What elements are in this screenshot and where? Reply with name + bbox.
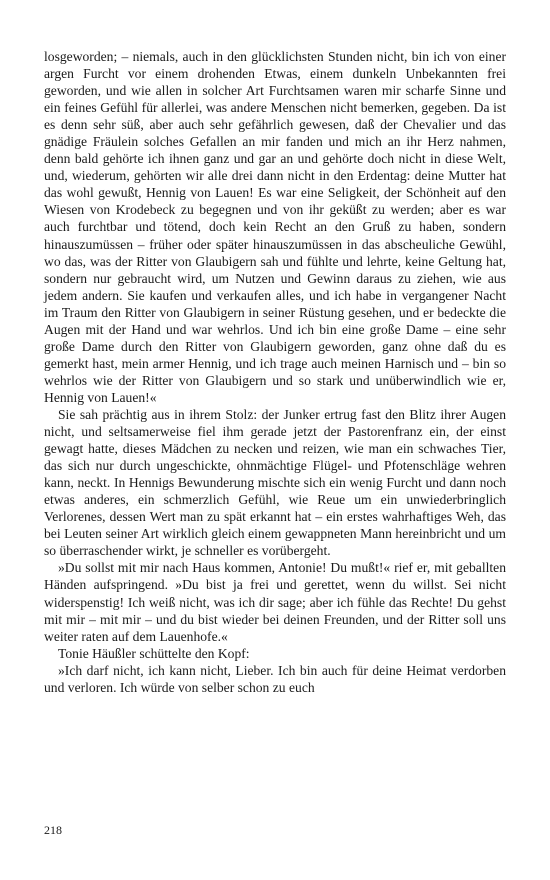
paragraph-2: Sie sah prächtig aus in ihrem Stolz: der Junker ertrug fast den Blitz ihrer Augen nicht, und seltsamerweise fiel ihm gerade jetzt der Pastorenfranz ein, der einst gewagt hatte, dieses Mädchen zu necken und reizen, wie man ein schwaches Tier, das sich nur durch ungeschickte, ohnmächtige Flügel- und Pfotenschläge wehren kann, neckt. In Hennigs Bewunderung mischte sich ein wenig Furcht und dann noch etwas anderes, ein schmerzlich Gefühl, wie Reue um ein unwiederbringlich Verlorenes, dessen Wert man zu spät erkannt hat – ein erstes wahrhaftiges Weh, das bei Leuten seiner Art wirklich gleich einem gewappneten Mann hereinbricht und um so überraschender wirkt, je schneller es vorübergeht. xyxy=(44,406,506,559)
page-number: 218 xyxy=(44,823,62,837)
paragraph-3: »Du sollst mit mir nach Haus kommen, Antonie! Du mußt!« rief er, mit geballten Händen aufspringend. »Du bist ja frei und gerettet, wenn du willst. Sei nicht widerspenstig! Ich weiß nicht, was ich dir sage; aber ich fühle das Rechte! Du gehst mit mir – mit mir – und du bist wieder bei deinen Freunden, und der Ritter soll uns weiter raten auf dem Lauenhofe.« xyxy=(44,560,506,644)
paragraph-1: losgeworden; – niemals, auch in den glücklichsten Stunden nicht, bin ich von einer argen Furcht vor einem drohenden Etwas, einem dunkeln Unbekannten frei geworden, und wie allen in solcher Art Furchtsamen waren mir scharfe Sinne und ein feines Gefühl für allerlei, was andere Menschen nicht bemerken, gegeben. Da ist es denn sehr süß, aber auch sehr gefährlich gewesen, daß der Chevalier und das gnädige Fräulein solches Gefallen an mir fanden und mich an ihr Herz nahmen, denn bald gehörte ich ihnen ganz und gar an und gehörte doch nicht in diese Welt, und, wiederum, gehörten wir alle drei dann nicht in den Erdentag: deine Mutter hat das wohl gewußt, Hennig von Lauen! Es war eine Seligkeit, der Schönheit auf den Wiesen von Krodebeck zu begegnen und von ihr geküßt zu werden; aber es war auch furchtbar und tötend, doch kein Recht an den Gruß zu haben, sondern hinauszumüssen – früher oder später hinauszumüssen in das abscheuliche Gewühl, wo das, was der Ritter von Glaubigern sah und fühlte und lehrte, keine Geltung hat, sondern nur gebraucht wird, um Nutzen und Gewinn daraus zu ziehen, wie aus jedem andern. Sie kaufen und verkaufen alles, und ich habe in vergangener Nacht im Traum den Ritter von Glaubigern in seiner Rüstung gesehen, und er bedeckte die Augen mit der Hand und war wehrlos. Und ich bin eine große Dame – eine sehr große Dame durch den Ritter von Glaubigern geworden, ganz ohne daß du es gemerkt hast, mein armer Hennig, und ich trage auch meinen Harnisch und – bin so wehrlos wie der Ritter von Glaubigern und so stark und unüberwindlich wie er, Hennig von Lauen!« xyxy=(44,49,506,405)
paragraph-4: Tonie Häußler schüttelte den Kopf: xyxy=(58,645,250,661)
body-text xyxy=(44,48,506,696)
paragraph-5: »Ich darf nicht, ich kann nicht, Lieber. Ich bin auch für deine Heimat verdorben und verloren. Ich würde von selber schon zu euch xyxy=(44,662,506,695)
